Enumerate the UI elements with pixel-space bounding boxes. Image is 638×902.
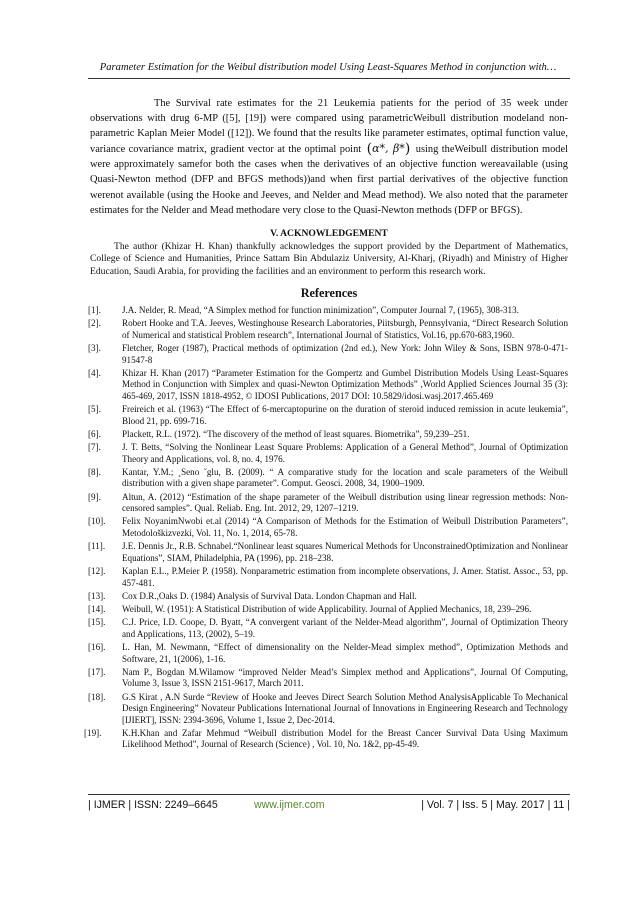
reference-text: C.J. Price, I.D. Coope, D. Byatt, “A convergent variant of the Nelder-Mead algorithm”, Journal of Optimization Theory and Applications, 113, (2002), 5–19. <box>122 617 568 639</box>
acknowledgement-text: The author (Khizar H. Khan) thankfully acknowledges the support provided by the Department of Mathematics, College of Science and Humanities, Prince Sattam Bin Abdulaziz University, Al-Kharj, (Riyadh) and Ministry of Higher Education, Saudi Arabia, for providing the facilities and an environment to perform this research work. <box>90 241 568 277</box>
reference-text: Kaplan E.L., P.Meier P. (1958). Nonparametric estimation from incomplete observations, J. Amer. Statist. Assoc., 53, pp. 457-481. <box>122 566 568 588</box>
reference-item <box>88 492 568 515</box>
reference-text: Altun, A. (2012) “Estimation of the shape parameter of the Weibull distribution using linear regression methods: Non-censored samples”. Qual. Reliab. Eng. Int. 2012, 29, 1207–1219. <box>122 491 568 514</box>
reference-number: [7]. <box>88 442 101 453</box>
reference-item <box>88 442 568 465</box>
reference-text: J.E. Dennis Jr., R.B. Schnabel.“Nonlinear least squares Numerical Methods for UnconstrainedOptimization and Nonlinear Equations”, SIAM, Philadelphia, PA (1996), pp. 218–238. <box>122 541 568 563</box>
reference-text: Robert Hooke and T.A. Jeeves, Westinghouse Research Laboratories, Piitsburgh, Pennsylvania, “Direct Research Solution of Numerical and statistical Problem research”, International Journal of Statistics, Vol.16, pp.670-683,1960. <box>122 318 568 340</box>
reference-item <box>88 516 568 539</box>
optimal-point-symbols: α*, β* <box>372 142 405 156</box>
reference-text: K.H.Khan and Zafar Mehmud “Weibull distribution Model for the Breast Cancer Survival Data Using Maximum Likelihood Method”, Journal of Research (Science) , Vol. 10, No. 1&2, pp-45-49. <box>122 727 568 750</box>
header-rule <box>88 78 570 79</box>
page-footer <box>88 799 570 815</box>
reference-item <box>88 642 568 665</box>
reference-item <box>88 368 568 403</box>
reference-item <box>84 727 568 751</box>
reference-number: [18]. <box>88 691 106 702</box>
reference-text: Khizar H. Khan (2017) “Parameter Estimation for the Gompertz and Gumbel Distribution Models Using Least-Squares Method in Conjunction with Simplex and quasi-Newton Optimization Methods” ,World Applied Sciences Journal 35 (3): 465-469, 2017, ISSN 1818-4952, © IDOSI Publications, 2017 DOI: 10.5829/idosi.wasj.2017.465.469 <box>122 367 568 401</box>
reference-list <box>84 305 568 753</box>
reference-text: J. T. Betts, “Solving the Nonlinear Least Square Problems: Application of a General Method”, Journal of Optimization Theory and Applications, vol. 8, no. 4, 1976. <box>122 442 568 464</box>
reference-number: [1]. <box>88 305 101 315</box>
footer-website-link[interactable]: www.ijmer.com <box>254 799 325 811</box>
reference-number: [15]. <box>88 617 106 628</box>
references-heading: References <box>300 286 358 300</box>
conclusion-text-end: using theWeibull distribution model were approximately samefor both the cases when the derivatives of an objective function wereavailable (using Quasi-Newton method (DFP and BFGS methods))and when first partial derivatives of the objective function werenot available (using the Hooke and Jeeves, and Nelder and Mead method). We also noted that the parameter estimates for the Nelder and Mead methodare very close to the Quasi-Newton methods (DFP or BFGS). <box>90 144 568 216</box>
reference-item <box>88 604 568 616</box>
reference-item <box>88 305 568 317</box>
reference-number: [12]. <box>88 566 106 576</box>
reference-text: Kantar, Y.M.; ¸Seno ˘glu, B. (2009). “ A comparative study for the location and scale parameters of the Weibull distribution with a given shape parameter”. Comput. Geosci. 2008, 34, 1900–1909. <box>122 466 568 489</box>
reference-number: [19]. <box>84 727 102 738</box>
reference-item <box>88 467 568 490</box>
acknowledgement-section <box>90 241 568 278</box>
optimal-point-math: (α*, β*) <box>366 141 411 158</box>
reference-number: [4]. <box>88 367 101 378</box>
reference-text: Freireich et al. (1963) “The Effect of 6-mercaptopurine on the duration of steroid induced remission in acute leukemia”, Blood 21, pp. 699-716. <box>122 404 568 426</box>
reference-item <box>88 692 568 727</box>
reference-item <box>88 343 568 366</box>
acknowledgement-heading: V. ACKNOWLEDGEMENT <box>270 228 388 239</box>
conclusion-text-start: The Survival rate estimates for the 21 Leukemia patients for the period of 35 week under observations with drug 6-MP ([5], [19]) were compared using parametricWeibull distribution modeland non-parametric Kaplan Meier Model ([12]). We found that the results like parameter estimates, optimal function value, variance covariance matrix, gradient vector at the optimal point <box>90 98 568 156</box>
reference-text: Plackett, R.L. (1972). “The discovery of the method of least squares. Biometrika”, 59,239–251. <box>122 428 470 439</box>
reference-number: [11]. <box>88 541 106 552</box>
conclusion-section <box>90 96 568 218</box>
reference-number: [3]. <box>88 342 101 353</box>
reference-number: [8]. <box>88 466 101 477</box>
footer-issue-info: | Vol. 7 | Iss. 5 | May. 2017 | 11 | <box>421 799 570 811</box>
reference-text: Weibull, W. (1951): A Statistical Distribution of wide Applicability. Journal of Applied Mechanics, 18, 239–296. <box>122 603 532 614</box>
reference-item <box>88 404 568 427</box>
reference-item <box>88 318 568 341</box>
reference-number: [13]. <box>88 590 106 601</box>
footer-journal-info: | IJMER | ISSN: 2249–6645 <box>88 799 218 811</box>
reference-number: [6]. <box>88 428 101 439</box>
reference-text: J.A. Nelder, R. Mead, “A Simplex method for function minimization”, Computer Journal 7, (1965), 308-313. <box>122 305 519 315</box>
reference-item <box>88 667 568 690</box>
running-header: Parameter Estimation for the Weibul distribution model Using Least-Squares Method in conjunction with… <box>99 62 557 73</box>
reference-text: Fletcher, Roger (1987), Practical methods of optimization (2nd ed.), New York: John Wiley & Sons, ISBN 978-0-471-91547-8 <box>122 342 568 365</box>
reference-number: [16]. <box>88 641 106 652</box>
reference-number: [2]. <box>88 318 101 329</box>
reference-item <box>88 566 568 589</box>
reference-number: [5]. <box>88 404 101 415</box>
reference-text: G.S Kirat , A.N Surde “Review of Hooke and Jeeves Direct Search Solution Method AnalysisApplicable To Mechanical Design Engineering” Novateur Publications International Journal of Innovations in Engineering Research and Technology [IJIERT], ISSN: 2394-3696, Volume 1, Issue 2, Dec-2014. <box>122 691 568 725</box>
footer-rule <box>88 794 570 795</box>
reference-text: L. Han, M. Newmann, “Effect of dimensionality on the Nelder-Mead simplex method”, Optimization Methods and Software, 21, 1(2006), 1-16. <box>122 641 568 664</box>
reference-item <box>88 541 568 564</box>
reference-number: [14]. <box>88 603 106 614</box>
reference-text: Cox D.R.,Oaks D. (1984) Analysis of Survival Data. London Chapman and Hall. <box>122 590 417 601</box>
reference-item <box>88 429 568 441</box>
reference-number: [17]. <box>88 666 106 677</box>
reference-text: Nam P., Bogdan M.Wilamow “improved Nelder Mead’s Simplex method and Applications”, Journal Of Computing, Volume 3, Issue 3, ISSN 2151-9617, March 2011. <box>122 666 568 689</box>
reference-item <box>88 617 568 640</box>
reference-text: Felix NoyanimNwobi et.al (2014) “A Comparison of Methods for the Estimation of Weibull Distribution Parameters”, Metodološkizvezki, Vol. 11, No. 1, 2014, 65-78. <box>122 516 568 539</box>
reference-item <box>88 591 568 603</box>
reference-number: [10]. <box>88 516 106 527</box>
conclusion-paragraph <box>90 96 568 218</box>
reference-number: [9]. <box>88 491 101 502</box>
